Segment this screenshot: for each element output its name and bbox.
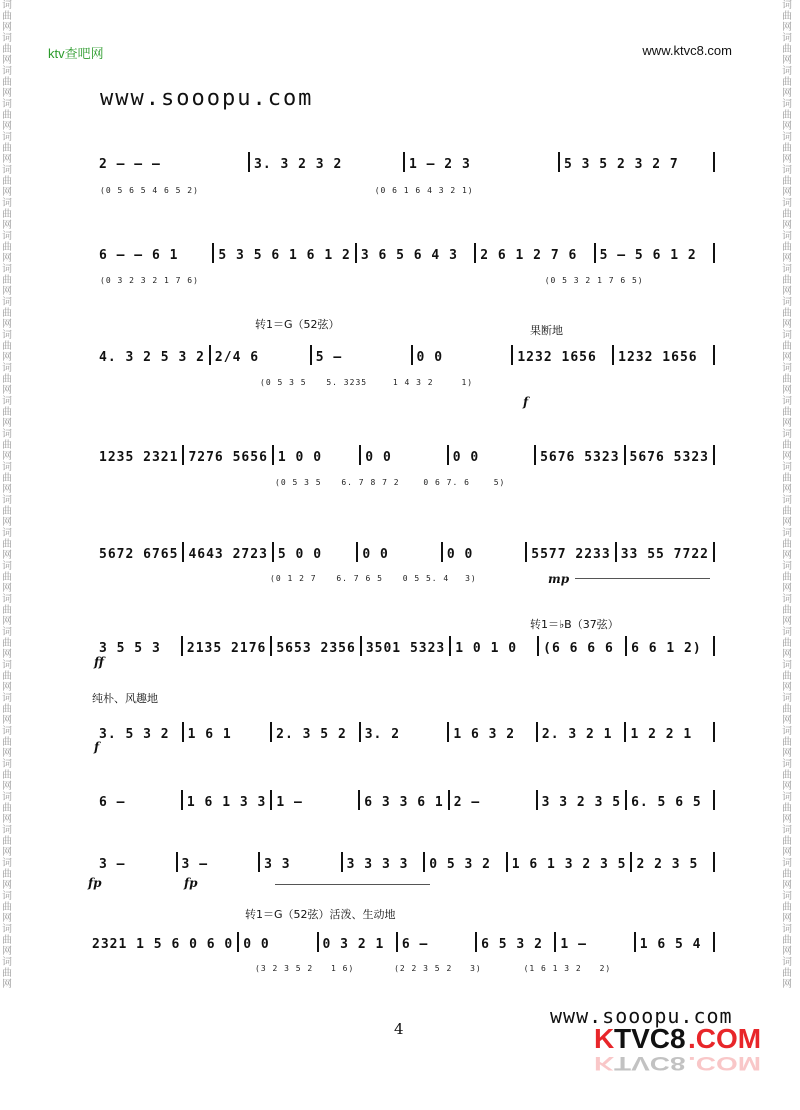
measure: 3 3 3 3 xyxy=(346,857,409,872)
measure: 3. 2 xyxy=(364,727,401,742)
barline xyxy=(713,542,715,562)
svg-text:TVC8: TVC8 xyxy=(614,1052,686,1075)
melody-system xyxy=(95,243,715,263)
measure: 5653 2356 xyxy=(276,641,356,656)
accomp-part: (0 5 3 5 xyxy=(275,478,322,487)
svg-text:.COM: .COM xyxy=(688,1052,762,1075)
measure: 2 – – – xyxy=(99,157,161,172)
measure: 2135 2176 xyxy=(186,641,267,656)
measure: 3 – xyxy=(99,857,126,872)
measure: 3. 3 2 3 2 xyxy=(254,157,343,172)
watermark-top: www.sooopu.com xyxy=(100,86,314,111)
measure: 6 – xyxy=(99,795,126,810)
measure: 1 – xyxy=(560,937,587,952)
accomp-part: (1 6 1 3 2 xyxy=(523,964,582,973)
accomp-part: 2) xyxy=(599,964,612,973)
measure: 1 6 1 3 3 xyxy=(186,795,267,810)
barline xyxy=(713,445,715,465)
measure: 33 55 7722 xyxy=(620,547,709,562)
measure: 5676 5323 xyxy=(629,450,709,465)
dynamic-marking: f xyxy=(523,395,529,409)
measure: 5672 6765 xyxy=(99,547,179,562)
accomp-part: 3) xyxy=(470,964,482,973)
accomp-part: 0 5 5. 4 xyxy=(402,574,450,583)
measure: 6. 5 6 5 xyxy=(631,795,702,810)
measure: 2. 3 2 1 xyxy=(541,727,613,742)
measure: 1235 2321 xyxy=(99,450,179,465)
page-number: 4 xyxy=(394,1020,404,1038)
melody-system xyxy=(95,790,715,810)
accompaniment-line xyxy=(95,964,715,973)
measure: 3 3 2 3 5 xyxy=(541,795,622,810)
watermark-bottom: www.sooopu.com xyxy=(550,1004,733,1028)
measure: 0 0 xyxy=(243,937,270,952)
barline xyxy=(713,243,715,263)
measure: 4643 2723 xyxy=(188,547,268,562)
dynamic-marking: ff xyxy=(94,655,104,669)
measure: 1 6 1 3 2 3 5 xyxy=(511,857,627,872)
measure: 6 – xyxy=(401,937,429,952)
accomp-part: (0 5 3 5 xyxy=(260,378,307,387)
measure: 1 6 5 4 xyxy=(639,937,702,952)
accomp-part: 6. 7 6 5 xyxy=(336,574,383,583)
accomp-part: (0 6 1 6 4 3 2 1) xyxy=(374,186,474,195)
measure: 0 3 2 1 xyxy=(322,937,385,952)
measure: 6 6 1 2) xyxy=(631,641,702,656)
measure: 2 – xyxy=(453,795,481,810)
measure: 6 3 3 6 1 xyxy=(364,795,444,810)
expression-annotation: 果断地 xyxy=(530,324,563,337)
measure: 0 5 3 2 xyxy=(429,857,491,872)
measure: 5577 2233 xyxy=(531,547,611,562)
accompaniment-line xyxy=(95,574,715,583)
measure: 6 5 3 2 xyxy=(481,937,543,952)
measure: 5 3 5 2 3 2 7 xyxy=(564,157,679,172)
measure: 5 – xyxy=(315,350,343,365)
svg-text:TVC8: TVC8 xyxy=(614,1023,686,1054)
accomp-part: 6. 7 8 7 2 xyxy=(341,478,400,487)
barline xyxy=(713,636,715,656)
measure: 3 – xyxy=(181,857,209,872)
dynamic-marking: fp xyxy=(184,876,198,890)
accomp-part: (2 2 3 5 2 xyxy=(394,964,453,973)
measure: 2 6 1 2 7 6 xyxy=(480,248,578,263)
accompaniment-line xyxy=(95,478,715,487)
measure: 2/4 6 xyxy=(214,350,260,365)
measure: 0 0 xyxy=(362,547,389,562)
melody-system xyxy=(95,345,715,365)
accompaniment-line xyxy=(95,276,715,285)
accomp-part: 3) xyxy=(465,574,477,583)
measure: 4. 3 2 5 3 2 xyxy=(99,350,205,365)
measure: 3 3 xyxy=(264,857,291,872)
ktvc8-logo xyxy=(592,1018,762,1075)
measure: 3501 5323 xyxy=(365,641,446,656)
melody-system xyxy=(95,542,715,562)
measure: 1 0 0 xyxy=(277,450,323,465)
barline xyxy=(713,152,715,172)
accomp-part: 1 6) xyxy=(331,964,355,973)
measure: 0 0 xyxy=(446,547,474,562)
barline xyxy=(713,790,715,810)
measure: 7276 5656 xyxy=(188,450,268,465)
barline xyxy=(713,932,715,952)
melody-system xyxy=(88,932,715,952)
accompaniment-line xyxy=(95,378,715,387)
site-url-right: www.ktvc8.com xyxy=(642,43,732,58)
melody-system xyxy=(95,636,715,656)
left-watermark-strip xyxy=(0,0,20,1110)
site-name-left: ktv查吧网 xyxy=(48,46,104,61)
measure: (6 6 6 6 xyxy=(543,641,614,656)
accomp-part: (0 5 3 2 1 7 6 5) xyxy=(544,276,644,285)
accomp-part: (0 5 6 5 4 6 5 2) xyxy=(100,186,199,195)
expression-annotation: 纯朴、风趣地 xyxy=(92,692,158,705)
accomp-part: 5) xyxy=(493,478,506,487)
accomp-part: (0 3 2 3 2 1 7 6) xyxy=(100,276,199,285)
measure: 1 – xyxy=(276,795,303,810)
measure: 2 2 3 5 xyxy=(636,857,699,872)
measure: 5 0 0 xyxy=(277,547,323,562)
accomp-part: 1) xyxy=(461,378,474,387)
measure: 3 5 5 3 xyxy=(99,641,161,656)
melody-system xyxy=(95,152,715,172)
measure: 0 0 xyxy=(452,450,480,465)
measure: 5 3 5 6 1 6 1 2 xyxy=(218,248,351,263)
svg-text:K: K xyxy=(594,1023,616,1054)
measure: 1 6 1 xyxy=(187,727,232,742)
right-watermark-strip xyxy=(780,0,800,1110)
measure: 1 0 1 0 xyxy=(455,641,518,656)
dynamic-marking: f xyxy=(94,740,100,754)
key-change-annotation: 转1＝♭B（37弦） xyxy=(530,618,619,631)
measure: 5676 5323 xyxy=(540,450,620,465)
key-change-annotation: 转1＝G（52弦） xyxy=(255,318,340,331)
measure: 6 – – 6 1 xyxy=(99,248,179,263)
accomp-part: 5. 3235 xyxy=(326,378,368,387)
accomp-part: 1 4 3 2 xyxy=(392,378,434,387)
barline xyxy=(713,345,715,365)
accomp-part: 0 6 7. 6 xyxy=(423,478,470,487)
measure: 1232 1656 xyxy=(517,350,597,365)
measure: 2. 3 5 2 xyxy=(276,727,347,742)
dynamic-marking: mp xyxy=(548,572,570,586)
measure: 1 2 2 1 xyxy=(630,727,693,742)
barline xyxy=(713,852,715,872)
accompaniment-line xyxy=(95,186,715,195)
accomp-part: (3 2 3 5 2 xyxy=(255,964,314,973)
measure: 1 – 2 3 xyxy=(409,157,471,172)
measure: 2321 1 5 6 0 6 0 xyxy=(92,937,234,952)
key-change-annotation: 转1＝G（52弦）活泼、生动地 xyxy=(245,908,396,921)
melody-system xyxy=(95,722,715,742)
right-strip-text: 词曲网词曲网词曲网词曲网词曲网词曲网词曲网词曲网词曲网词曲网词曲网词曲网词曲网词曲网词曲网词曲网词曲网词曲网词曲网词曲网词曲网词曲网词曲网词曲网词曲网词曲网词曲网词曲网词曲网词曲网 xyxy=(782,0,792,990)
measure: 1232 1656 xyxy=(618,350,698,365)
svg-text:K: K xyxy=(594,1052,615,1075)
svg-text:.COM: .COM xyxy=(688,1023,762,1054)
dynamic-marking: fp xyxy=(88,876,102,890)
measure: 3 6 5 6 4 3 xyxy=(360,248,458,263)
measure: 3. 5 3 2 xyxy=(99,727,170,742)
melody-system xyxy=(95,445,715,465)
measure: 0 0 xyxy=(416,350,444,365)
left-strip-text: 词曲网词曲网词曲网词曲网词曲网词曲网词曲网词曲网词曲网词曲网词曲网词曲网词曲网词曲网词曲网词曲网词曲网词曲网词曲网词曲网词曲网词曲网词曲网词曲网词曲网词曲网词曲网词曲网词曲网词曲网 xyxy=(2,0,12,990)
accomp-part: (0 1 2 7 xyxy=(270,574,317,583)
measure: 5 – 5 6 1 2 xyxy=(599,248,697,263)
measure: 0 0 xyxy=(365,450,392,465)
barline xyxy=(713,722,715,742)
crescendo-line xyxy=(275,884,430,885)
measure: 1 6 3 2 xyxy=(453,727,516,742)
melody-system xyxy=(95,852,715,872)
